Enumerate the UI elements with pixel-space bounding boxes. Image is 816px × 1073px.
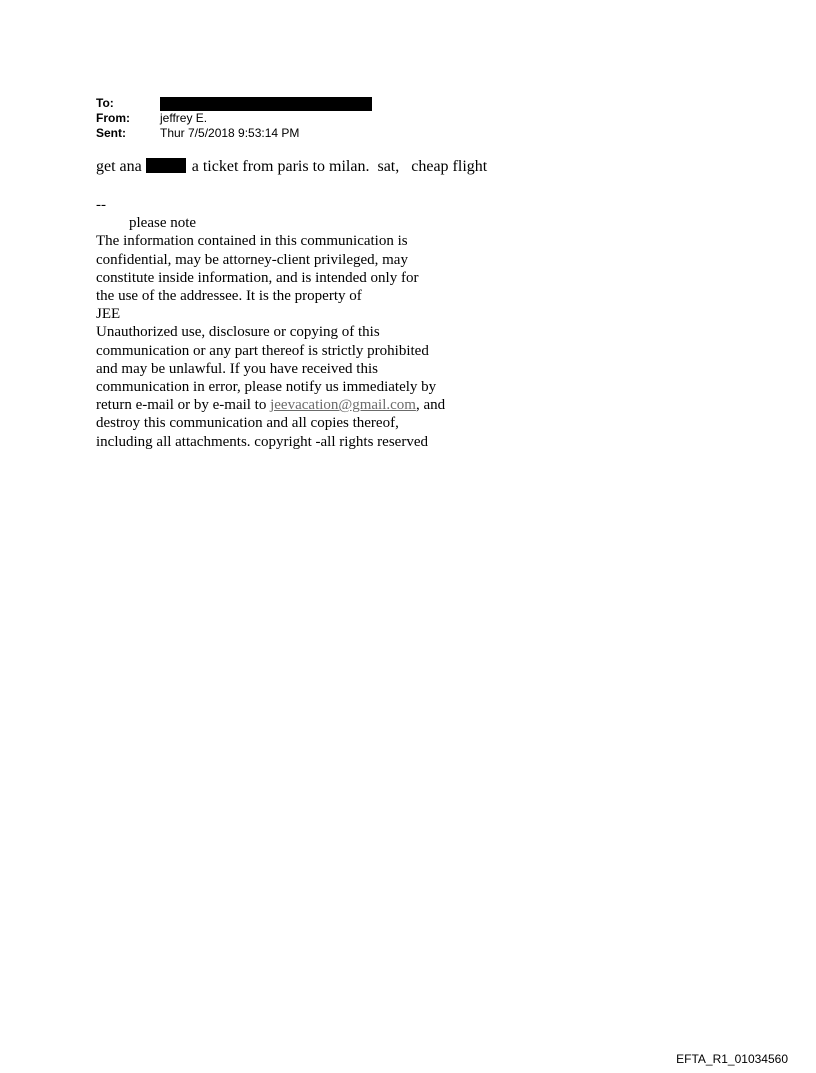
from-row: [96, 111, 372, 126]
from-value: jeffrey E.: [160, 111, 208, 125]
disclaimer-line-with-link: [96, 396, 445, 414]
disclaimer-line: communication in error, please notify us immediately by: [96, 379, 437, 396]
disclaimer-line: communication or any part thereof is strictly prohibited: [96, 342, 429, 359]
signature-block: [96, 196, 445, 451]
disclaimer-line: including all attachments. copyright -all rights reserved: [96, 433, 428, 450]
disclaimer-line: destroy this communication and all copies thereof,: [96, 415, 399, 432]
disclaimer-line: the use of the addressee. It is the property of: [96, 288, 362, 305]
message-text-start: get ana: [96, 158, 142, 175]
disclaimer-line: The information contained in this communication is: [96, 233, 408, 250]
please-note-line: please note: [129, 215, 197, 232]
email-header: [96, 96, 372, 141]
disclaimer-line: constitute inside information, and is intended only for: [96, 269, 419, 286]
sent-label: Sent:: [96, 126, 126, 140]
disclaimer-line: Unauthorized use, disclosure or copying of this: [96, 324, 380, 341]
return-line-prefix: return e-mail or by e-mail to: [96, 397, 271, 414]
to-label: To:: [96, 96, 114, 110]
message-text-end: a ticket from paris to milan. sat, cheap flight: [191, 158, 488, 175]
email-link[interactable]: jeevacation@gmail.com: [270, 397, 416, 414]
disclaimer-line: JEE: [96, 306, 121, 323]
redacted-recipient: [160, 97, 372, 111]
disclaimer-line: and may be unlawful. If you have received this: [96, 360, 378, 377]
disclaimer-line: confidential, may be attorney-client privileged, may: [96, 251, 408, 268]
signature-separator: --: [96, 197, 106, 213]
document-id: EFTA_R1_01034560: [676, 1052, 788, 1066]
sent-value: Thur 7/5/2018 9:53:14 PM: [160, 126, 300, 140]
return-line-suffix: , and: [415, 397, 446, 414]
to-row: [96, 96, 372, 111]
from-label: From:: [96, 111, 130, 125]
sent-row: [96, 126, 372, 141]
message-body: [96, 158, 487, 176]
redacted-name: [146, 158, 186, 173]
